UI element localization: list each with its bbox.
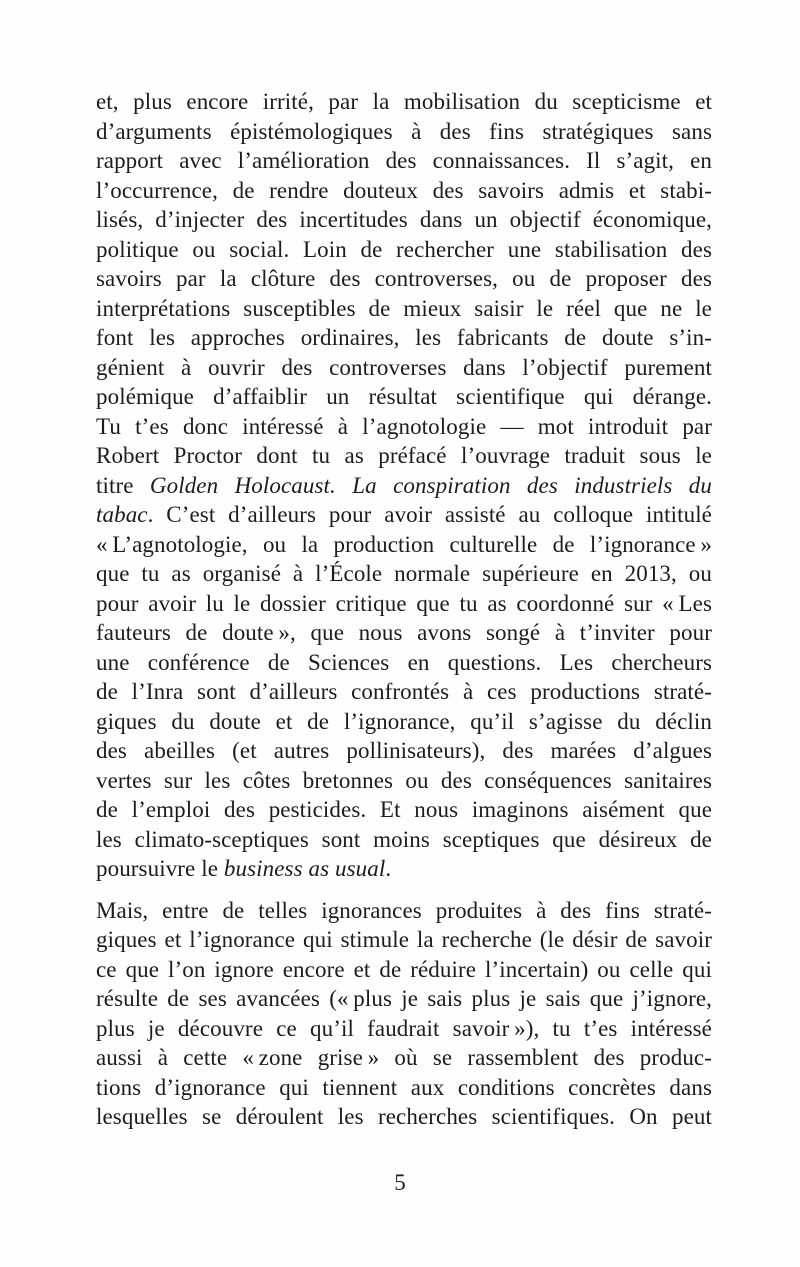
text-line (96, 559, 712, 589)
text-segment: Tu t’es donc intéressé à l’agnotologie — mot introduit par (96, 413, 712, 439)
text-segment: titre (96, 472, 150, 498)
text-line (96, 412, 712, 442)
text-line (96, 795, 712, 825)
text-segment: politique ou social. Loin de rechercher une stabilisation des (96, 236, 712, 262)
text-segment: giques du doute et de l’ignorance, qu’il s’agisse du déclin (96, 708, 712, 734)
text-line (96, 648, 712, 678)
italic-text-segment: Golden Holocaust. La conspiration des industriels du (149, 472, 713, 498)
text-segment: génient à ouvrir des controverses dans l’objectif purement (96, 354, 712, 380)
text-segment: « L’agnotologie, ou la production culturelle de l’ignorance » (96, 531, 712, 557)
text-segment: plus je découvre ce qu’il faudrait savoir »), tu t’es intéressé (96, 1015, 712, 1041)
text-segment: interprétations susceptibles de mieux saisir le réel que ne le (96, 295, 712, 321)
text-segment: polémique d’affaiblir un résultat scientifique qui dérange. (96, 384, 712, 409)
text-segment: les climato-sceptiques sont moins sceptiques que désireux de (96, 826, 712, 852)
text-line (96, 707, 712, 737)
text-line (96, 87, 712, 117)
text-segment: l’occurrence, de rendre douteux des savoirs admis et stabi- (96, 177, 712, 203)
page-number: 5 (394, 1170, 406, 1195)
text-line (96, 471, 712, 501)
text-line (96, 1102, 712, 1132)
text-segment: lisés, d’injecter des incertitudes dans un objectif économique, (96, 207, 712, 232)
text-segment: d’arguments épistémologiques à des fins stratégiques sans (96, 118, 712, 144)
text-line (96, 736, 712, 766)
text-line (96, 353, 712, 383)
text-segment: aussi à cette « zone grise » où se rassemblent des produc- (96, 1045, 712, 1070)
text-line (96, 925, 712, 955)
text-segment: . C’est d’ailleurs pour avoir assisté au colloque intitulé (147, 502, 712, 527)
text-line (96, 896, 712, 926)
text-segment: résulte de ses avancées (« plus je sais plus je sais que j’ignore, (96, 986, 712, 1011)
text-line (96, 117, 712, 147)
text-line (96, 441, 712, 471)
text-line (96, 176, 712, 206)
text-segment: une conférence de Sciences en questions. Les chercheurs (96, 649, 712, 675)
italic-text-segment: business as usual (223, 856, 386, 881)
text-segment: des abeilles (et autres pollinisateurs), des marées d’algues (96, 738, 712, 763)
text-segment: et, plus encore irrité, par la mobilisation du scepticisme et (96, 89, 712, 114)
text-segment: Mais, entre de telles ignorances produites à des fins straté- (96, 897, 712, 923)
text-segment: que tu as organisé à l’École normale supérieure en 2013, ou (96, 561, 712, 586)
text-line (96, 205, 712, 235)
text-segment: poursuivre le (96, 856, 224, 881)
text-segment: rapport avec l’amélioration des connaissances. Il s’agit, en (96, 148, 712, 173)
text-line (96, 500, 712, 530)
text-segment: de l’Inra sont d’ailleurs confrontés à ces productions straté- (96, 679, 712, 704)
text-segment: fauteurs de doute », que nous avons songé à t’inviter pour (96, 620, 712, 645)
text-line (96, 1073, 712, 1103)
text-segment: tions d’ignorance qui tiennent aux conditions concrètes dans (96, 1074, 712, 1100)
italic-text-segment: tabac (96, 502, 148, 527)
text-line (96, 955, 712, 985)
text-segment: font les approches ordinaires, les fabricants de doute s’in- (96, 325, 712, 350)
text-segment: Robert Proctor dont tu as préfacé l’ouvrage traduit sous le (96, 443, 712, 468)
text-line (96, 530, 712, 560)
text-line (96, 589, 712, 619)
text-segment: . (385, 856, 392, 881)
text-segment: ce que l’on ignore encore et de réduire l’incertain) ou celle qui (96, 956, 712, 982)
body-text (96, 87, 712, 1132)
text-line (96, 1043, 712, 1073)
text-segment: de l’emploi des pesticides. Et nous imaginons aisément que (96, 797, 712, 822)
text-line (96, 677, 712, 707)
text-line (96, 294, 712, 324)
text-line (96, 323, 712, 353)
paragraph (96, 896, 712, 1132)
text-line (96, 146, 712, 176)
text-line (96, 618, 712, 648)
text-line (96, 1014, 712, 1044)
text-segment: vertes sur les côtes bretonnes ou des conséquences sanitaires (96, 767, 712, 793)
text-segment: lesquelles se déroulent les recherches scientifiques. On peut (96, 1104, 712, 1129)
paragraph (96, 87, 712, 884)
text-line (96, 825, 712, 855)
text-line (96, 382, 712, 412)
text-line (96, 984, 712, 1014)
text-line (96, 854, 712, 884)
text-segment: savoirs par la clôture des controverses, ou de proposer des (96, 266, 712, 291)
text-line (96, 264, 712, 294)
text-line (96, 766, 712, 796)
text-segment: pour avoir lu le dossier critique que tu as coordonné sur « Les (96, 590, 712, 616)
text-segment: giques et l’ignorance qui stimule la recherche (le désir de savoir (96, 927, 712, 952)
text-line (96, 235, 712, 265)
